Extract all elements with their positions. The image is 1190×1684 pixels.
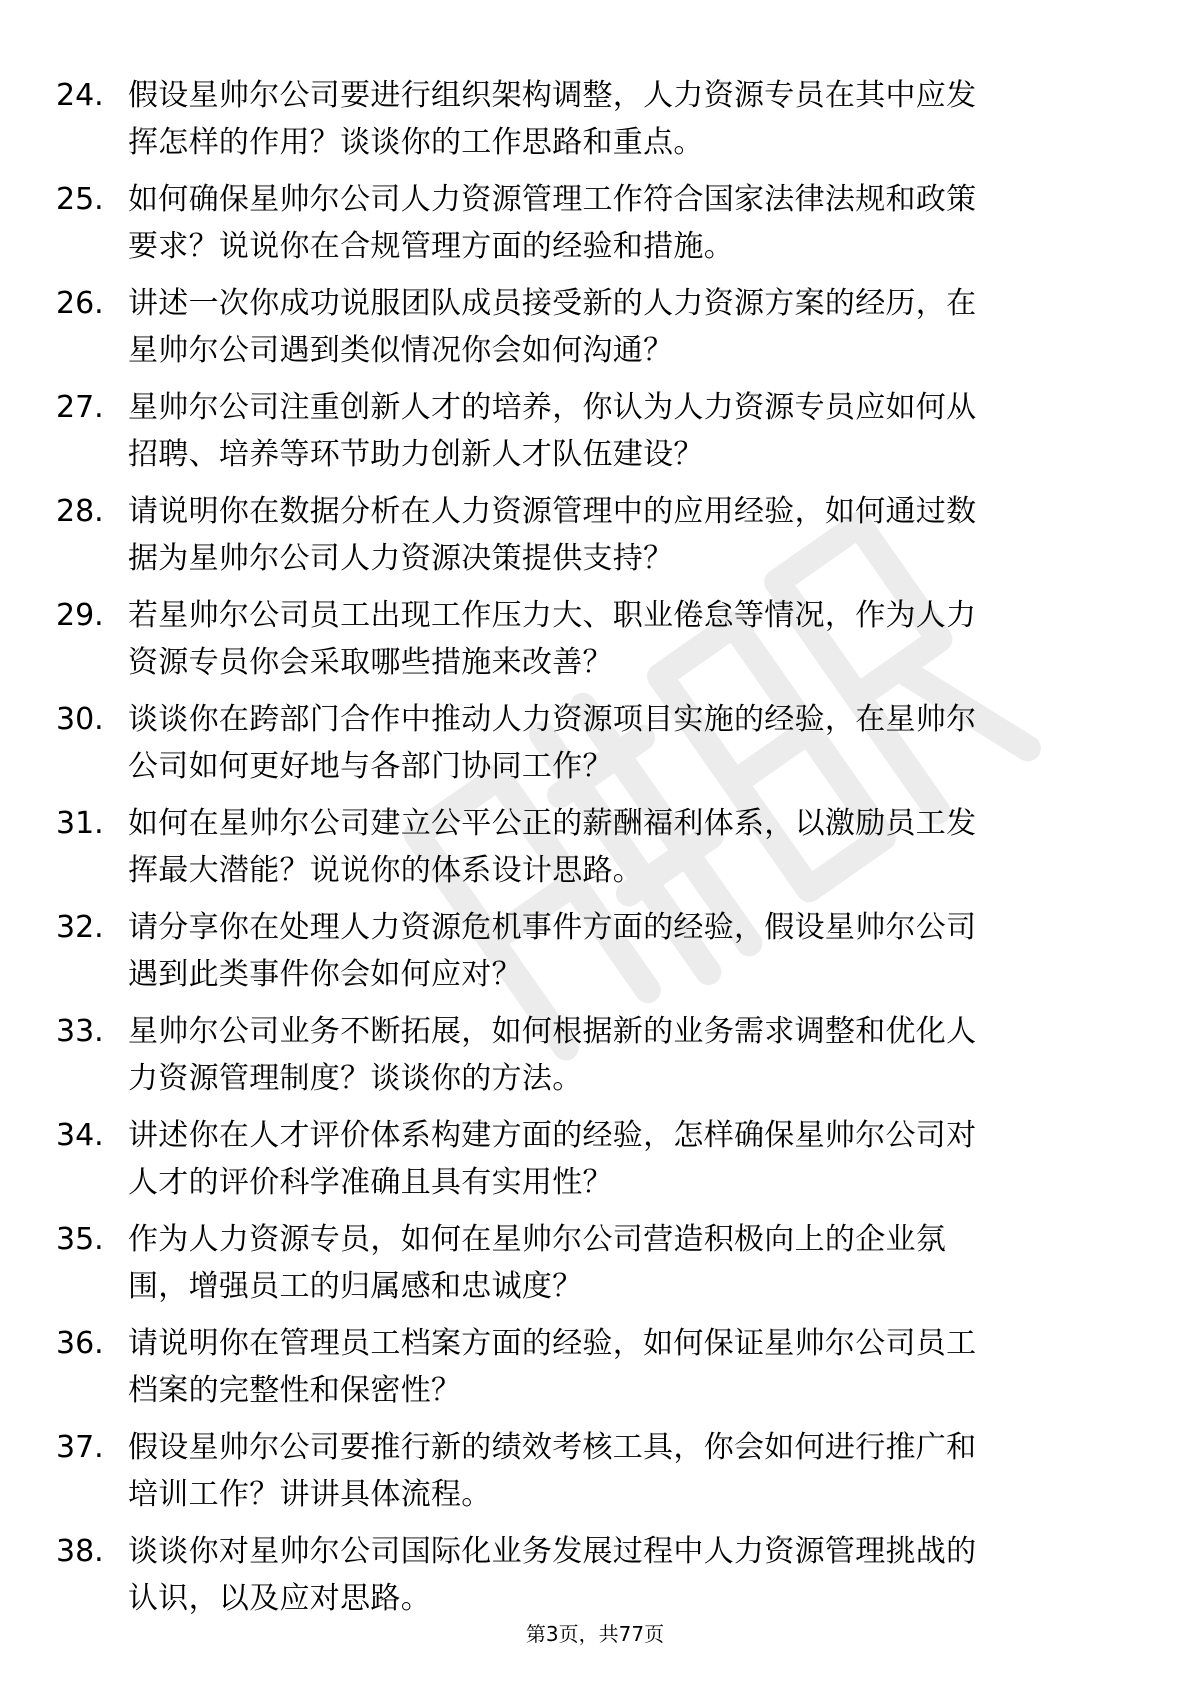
question-line: 请说明你在数据分析在人力资源管理中的应用经验，如何通过数 — [128, 494, 977, 529]
question-text — [128, 1320, 1113, 1414]
question-line: 公司如何更好地与各部门协同工作？ — [128, 749, 613, 784]
question-line: 要求？说说你在合规管理方面的经验和措施。 — [128, 229, 734, 264]
question-text — [128, 1424, 1113, 1518]
question-number: 35. — [56, 1222, 104, 1257]
question-text — [128, 696, 1113, 790]
question-number: 26. — [56, 286, 104, 321]
question-text — [128, 384, 1113, 478]
page-footer: 第3页，共77页 — [525, 1622, 665, 1646]
question-line: 星帅尔公司遇到类似情况你会如何沟通？ — [128, 333, 674, 368]
question-item-35 — [56, 1216, 1116, 1320]
question-number: 37. — [56, 1430, 104, 1465]
question-line: 人才的评价科学准确且具有实用性？ — [128, 1165, 613, 1200]
question-line: 请分享你在处理人力资源危机事件方面的经验，假设星帅尔公司 — [128, 910, 977, 945]
question-number: 27. — [56, 390, 104, 425]
question-item-27 — [56, 384, 1116, 488]
question-line: 如何确保星帅尔公司人力资源管理工作符合国家法律法规和政策 — [128, 182, 977, 217]
question-line: 讲述一次你成功说服团队成员接受新的人力资源方案的经历，在 — [128, 286, 977, 321]
question-line: 假设星帅尔公司要进行组织架构调整，人力资源专员在其中应发 — [128, 78, 977, 113]
question-item-30 — [56, 696, 1116, 800]
question-number: 24. — [56, 78, 104, 113]
question-text — [128, 800, 1113, 894]
question-number: 33. — [56, 1014, 104, 1049]
question-line: 请说明你在管理员工档案方面的经验，如何保证星帅尔公司员工 — [128, 1326, 977, 1361]
question-item-32 — [56, 904, 1116, 1008]
question-text — [128, 1216, 1113, 1310]
question-text — [128, 1528, 1113, 1622]
question-line: 遇到此类事件你会如何应对？ — [128, 957, 522, 992]
question-item-37 — [56, 1424, 1116, 1528]
question-number: 30. — [56, 702, 104, 737]
question-line: 档案的完整性和保密性？ — [128, 1373, 462, 1408]
question-item-28 — [56, 488, 1116, 592]
question-line: 作为人力资源专员，如何在星帅尔公司营造积极向上的企业氛 — [128, 1222, 947, 1257]
question-line: 若星帅尔公司员工出现工作压力大、职业倦怠等情况，作为人力 — [128, 598, 977, 633]
question-item-38 — [56, 1528, 1116, 1632]
question-line: 谈谈你在跨部门合作中推动人力资源项目实施的经验，在星帅尔 — [128, 702, 977, 737]
question-text — [128, 176, 1113, 270]
question-line: 星帅尔公司业务不断拓展，如何根据新的业务需求调整和优化人 — [128, 1014, 977, 1049]
question-line: 谈谈你对星帅尔公司国际化业务发展过程中人力资源管理挑战的 — [128, 1534, 977, 1569]
question-item-25 — [56, 176, 1116, 280]
question-line: 据为星帅尔公司人力资源决策提供支持？ — [128, 541, 674, 576]
question-number: 25. — [56, 182, 104, 217]
question-line: 资源专员你会采取哪些措施来改善？ — [128, 645, 613, 680]
question-list — [56, 72, 1116, 1632]
question-number: 31. — [56, 806, 104, 841]
question-item-26 — [56, 280, 1116, 384]
question-number: 32. — [56, 910, 104, 945]
question-item-33 — [56, 1008, 1116, 1112]
question-line: 如何在星帅尔公司建立公平公正的薪酬福利体系，以激励员工发 — [128, 806, 977, 841]
question-line: 假设星帅尔公司要推行新的绩效考核工具，你会如何进行推广和 — [128, 1430, 977, 1465]
question-line: 星帅尔公司注重创新人才的培养，你认为人力资源专员应如何从 — [128, 390, 977, 425]
question-line: 围，增强员工的归属感和忠诚度？ — [128, 1269, 583, 1304]
question-text — [128, 488, 1113, 582]
question-item-29 — [56, 592, 1116, 696]
question-line: 挥最大潜能？说说你的体系设计思路。 — [128, 853, 644, 888]
question-line: 挥怎样的作用？谈谈你的工作思路和重点。 — [128, 125, 704, 160]
question-line: 招聘、培养等环节助力创新人才队伍建设？ — [128, 437, 704, 472]
question-line: 培训工作？讲讲具体流程。 — [128, 1477, 492, 1512]
question-item-36 — [56, 1320, 1116, 1424]
question-line: 认识，以及应对思路。 — [128, 1581, 431, 1616]
question-line: 力资源管理制度？谈谈你的方法。 — [128, 1061, 583, 1096]
question-number: 28. — [56, 494, 104, 529]
question-number: 38. — [56, 1534, 104, 1569]
question-text — [128, 1112, 1113, 1206]
question-number: 36. — [56, 1326, 104, 1361]
question-item-24 — [56, 72, 1116, 176]
question-number: 34. — [56, 1118, 104, 1153]
question-item-31 — [56, 800, 1116, 904]
question-text — [128, 592, 1113, 686]
question-text — [128, 904, 1113, 998]
question-text — [128, 280, 1113, 374]
question-line: 讲述你在人才评价体系构建方面的经验，怎样确保星帅尔公司对 — [128, 1118, 977, 1153]
question-text — [128, 72, 1113, 166]
question-text — [128, 1008, 1113, 1102]
question-number: 29. — [56, 598, 104, 633]
question-item-34 — [56, 1112, 1116, 1216]
